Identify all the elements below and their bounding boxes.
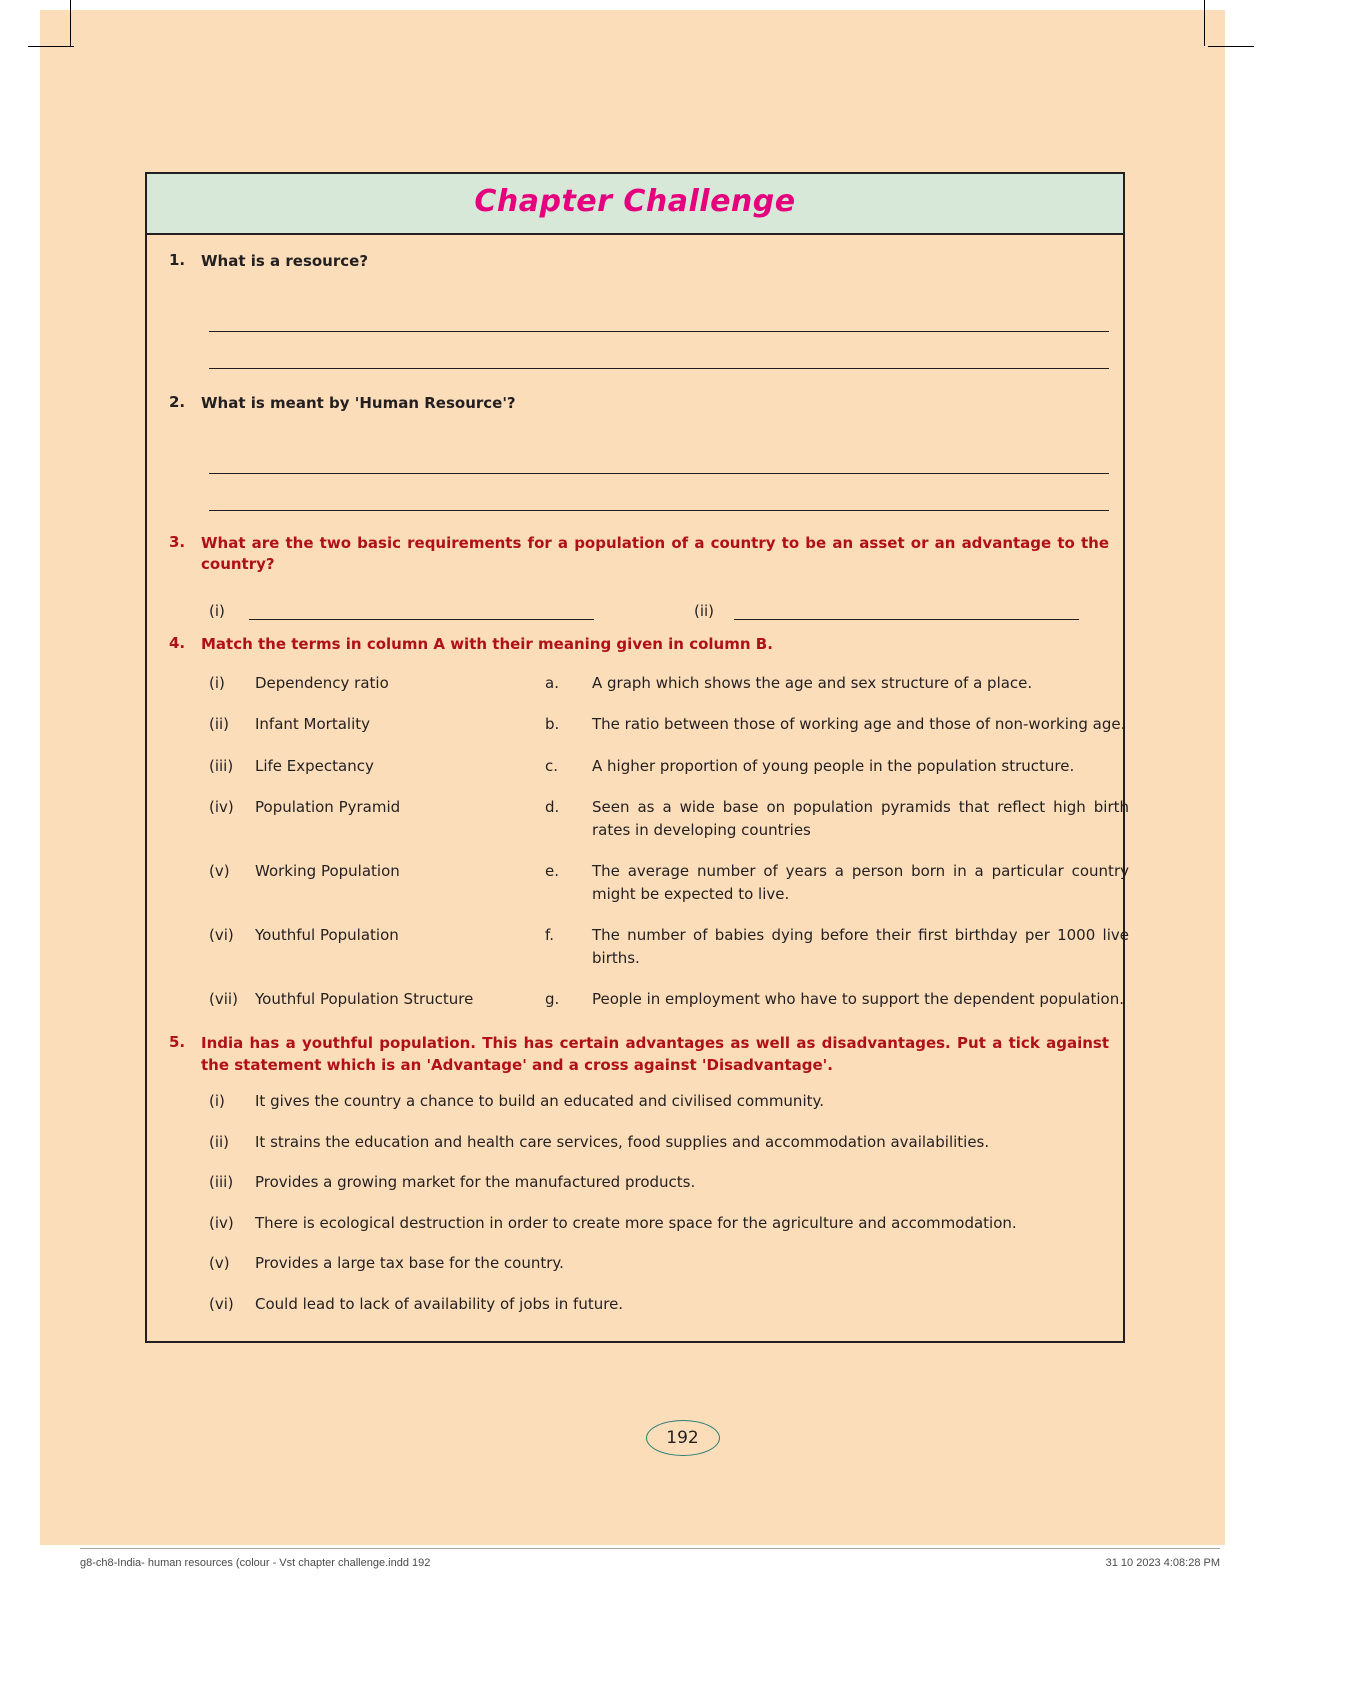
match-row-term: Infant Mortality [255,715,371,734]
questions-body [147,235,1129,1341]
match-row-number: (v) [209,862,230,881]
statement-number: (i) [209,1092,225,1111]
match-row-number: (iv) [209,798,234,817]
statement-text: Provides a large tax base for the country. [255,1254,564,1273]
question-2-text: What is meant by 'Human Resource'? [201,393,516,412]
table-row [209,860,1129,905]
chapter-header [147,174,1123,235]
match-row-term: Working Population [255,862,400,881]
match-row-definition: People in employment who have to support the dependent population. [592,990,1124,1009]
question-5 [161,1033,1109,1077]
match-row-letter: a. [545,673,559,692]
question-4 [161,634,1109,656]
match-row-term: Youthful Population Structure [255,990,474,1009]
match-row-number: (i) [209,673,225,692]
match-row-term: Population Pyramid [255,798,401,817]
match-row-definition: Seen as a wide base on population pyramids that reflect high birth rates in developing countries [592,798,1129,839]
match-row-number: (vii) [209,990,238,1009]
answer-line[interactable] [209,437,1109,474]
match-row-definition: The number of babies dying before their first birthday per 1000 live births. [592,926,1129,967]
match-row-letter: e. [545,862,559,881]
question-3-text: What are the two basic requirements for a population of a country to be an asset or an advantage to the country? [201,533,1109,574]
crop-mark-top-left-horizontal [28,46,74,47]
page-number: 192 [646,1420,720,1456]
statement-text: Could lead to lack of availability of jobs in future. [255,1294,624,1313]
question-3 [161,533,1109,577]
match-row-term: Dependency ratio [255,673,389,692]
crop-mark-top-right-horizontal [1208,46,1254,47]
statement-number: (vi) [209,1294,234,1313]
match-row-letter: g. [545,990,560,1009]
blank-ii-line[interactable] [734,603,1079,620]
crop-mark-top-left-vertical [70,0,71,46]
footer-timestamp: 31 10 2023 4:08:28 PM [1105,1557,1220,1569]
statement-text: It gives the country a chance to build an educated and civilised community. [255,1092,824,1111]
footer-filename: g8-ch8-India- human resources (colour - Vst chapter challenge.indd 192 [80,1557,431,1569]
statement-number: (v) [209,1254,230,1273]
statement-text: It strains the education and health care services, food supplies and accommodation availabilities. [255,1132,990,1151]
question-4-number: 4. [169,634,186,652]
answer-line[interactable] [209,332,1109,369]
question-3-number: 3. [169,532,186,551]
statement-text: Provides a growing market for the manufactured products. [255,1173,696,1192]
match-row-letter: f. [545,926,554,945]
match-row-letter: c. [545,756,559,775]
blank-ii-label: (ii) [694,602,715,620]
match-row-letter: b. [545,715,560,734]
list-item[interactable] [209,1212,1109,1235]
match-row-letter: d. [545,798,560,817]
statements-list [209,1090,1109,1315]
match-row-number: (ii) [209,715,230,734]
list-item[interactable] [209,1171,1109,1194]
match-row-term: Life Expectancy [255,756,374,775]
list-item[interactable] [209,1090,1109,1113]
blank-i-line[interactable] [249,603,594,620]
table-row [209,672,1129,695]
match-row-definition: The average number of years a person born in a particular country might be expected to live. [592,862,1129,903]
table-row [209,988,1129,1011]
match-row-definition: A graph which shows the age and sex structure of a place. [592,673,1033,692]
table-row [209,755,1129,778]
question-5-number: 5. [169,1032,186,1051]
question-2-number: 2. [169,392,186,411]
list-item[interactable] [209,1131,1109,1154]
table-row [209,924,1129,969]
answer-line[interactable] [209,295,1109,332]
statement-number: (ii) [209,1132,230,1151]
match-row-number: (vi) [209,926,234,945]
statement-number: (iv) [209,1213,234,1232]
blank-i-label: (i) [209,602,225,620]
match-the-terms-table [209,672,1129,1011]
blank-i [209,602,594,620]
question-1-number: 1. [169,251,186,269]
page-number-badge [0,1420,1365,1456]
blank-ii [694,602,1079,620]
list-item[interactable] [209,1252,1109,1275]
table-row [209,796,1129,841]
page-title: Chapter Challenge [474,184,796,219]
question-1 [161,251,1109,273]
question-4-text: Match the terms in column A with their meaning given in column B. [201,635,773,653]
question-2 [161,393,1109,415]
question-5-text: India has a youthful population. This has certain advantages as well as disadvantages. Put a tick against the statement which is an 'Advantage' and a cross against 'Disadvantage'. [201,1033,1109,1074]
table-row [209,713,1129,736]
statement-number: (iii) [209,1173,234,1192]
crop-mark-top-right-vertical [1204,0,1205,46]
answer-line[interactable] [209,474,1109,511]
list-item[interactable] [209,1293,1109,1316]
question-3-blanks [209,602,1109,620]
match-row-term: Youthful Population [255,926,399,945]
question-1-text: What is a resource? [201,252,369,270]
chapter-challenge-box [145,172,1129,1343]
match-row-definition: A higher proportion of young people in the population structure. [592,756,1075,775]
match-row-number: (iii) [209,756,234,775]
statement-text: There is ecological destruction in order to create more space for the agriculture and accommodation. [255,1213,1017,1232]
match-row-definition: The ratio between those of working age and those of non-working age. [592,715,1126,734]
print-footer [80,1548,1220,1569]
